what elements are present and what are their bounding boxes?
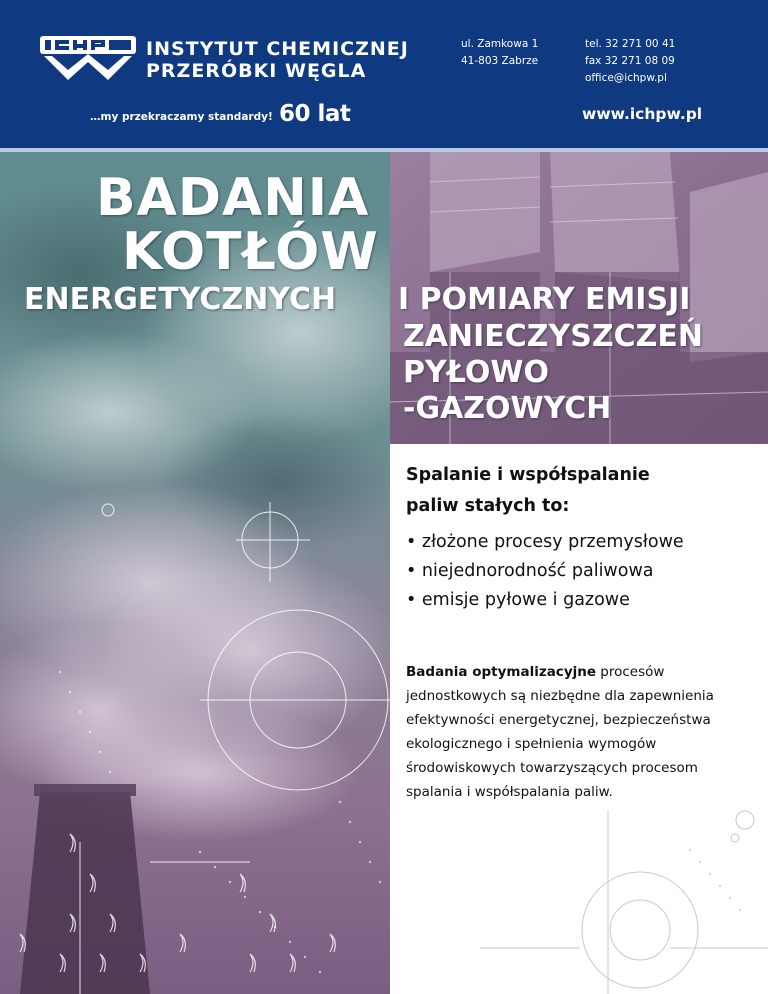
paragraph-bold-lead: Badania optymalizacyjne (406, 664, 597, 680)
institute-name-line1: INSTYTUT CHEMICZNEJ (146, 38, 409, 60)
address-city: 41-803 Zabrze (461, 55, 539, 67)
headline-line1: BADANIA (96, 168, 370, 228)
website-link[interactable]: www.ichpw.pl (582, 105, 703, 123)
bullet-list (406, 528, 684, 615)
crosshair-target-icon (480, 780, 768, 994)
ichpw-logo-icon (40, 36, 136, 80)
headline-line4: I POMIARY EMISJI (398, 282, 691, 317)
phone-number: tel. 32 271 00 41 (585, 38, 676, 50)
headline-line5: ZANIECZYSZCZEŃ (403, 319, 703, 354)
bullet-item: • emisje pyłowe i gazowe (406, 586, 684, 615)
slogan: …my przekraczamy standardy! (90, 111, 273, 123)
address-street: ul. Zamkowa 1 (461, 38, 539, 50)
bullet-item: • złożone procesy przemysłowe (406, 528, 684, 557)
institute-name-line2: PRZERÓBKI WĘGLA (146, 60, 367, 82)
intro-line2: paliw stałych to: (406, 496, 570, 516)
headline-line7: -GAZOWYCH (403, 391, 612, 426)
anniversary-badge: 60 lat (279, 101, 351, 127)
bullet-item: • niejednorodność paliwowa (406, 557, 684, 586)
headline-line6: PYŁOWO (403, 355, 550, 390)
fax-number: fax 32 271 08 09 (585, 55, 675, 67)
intro-line1: Spalanie i współspalanie (406, 465, 650, 485)
header-bar (0, 0, 768, 148)
headline-line3: ENERGETYCZNYCH (24, 282, 337, 317)
email-address[interactable]: office@ichpw.pl (585, 72, 667, 84)
paragraph-body: procesów jednostkowych są niezbędne dla zapewnienia efektywności energetycznej, bezpieczeństwa ekologicznego i spełnienia wymogów środowiskowych towarzyszących procesom spalania i współspalania paliw. (406, 664, 714, 800)
intro-heading (406, 460, 736, 522)
headline-line2: KOTŁÓW (122, 222, 379, 282)
